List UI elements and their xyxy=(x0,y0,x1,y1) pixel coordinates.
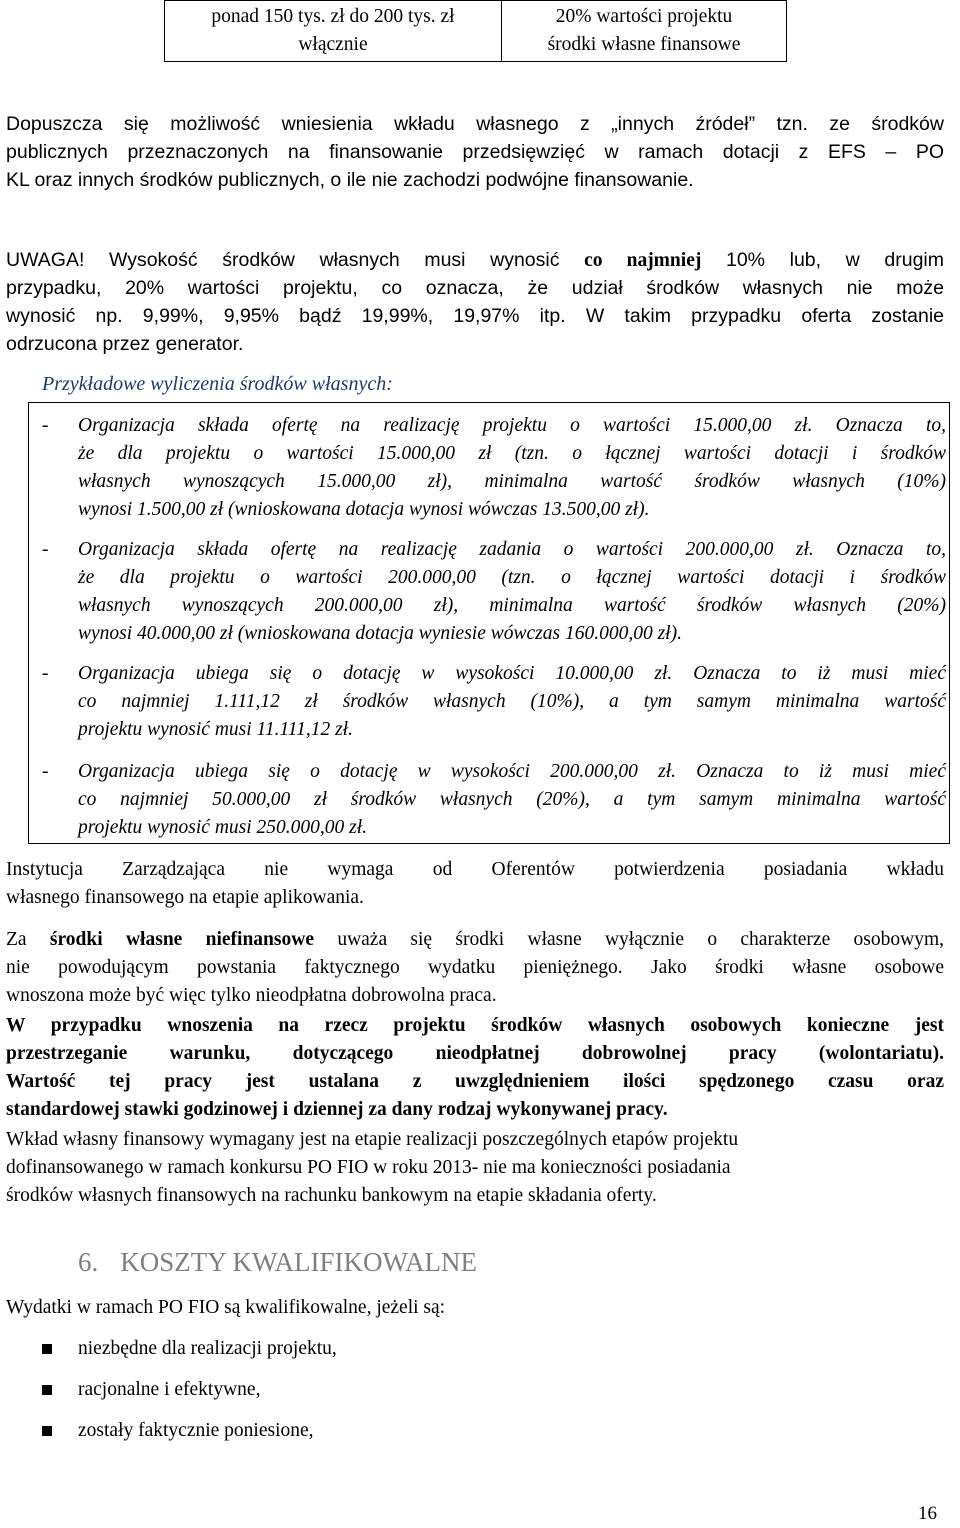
warning-line2: przypadku, 20% wartości projektu, co oznacza, że udział środków własnych nie może xyxy=(6,277,944,299)
example-line: wynosi 40.000,00 zł (wnioskowana dotacja wyniesie wówczas 160.000,00 zł). xyxy=(78,623,682,644)
volunteer-line1: W przypadku wnoszenia na rzecz projektu środków własnych osobowych konieczne jest xyxy=(6,1015,944,1036)
nief-text-a: Za xyxy=(6,929,27,950)
wklad-line2: dofinansowanego w ramach konkursu PO FIO w roku 2013- nie ma konieczności posiadania xyxy=(6,1157,731,1178)
page-number: 16 xyxy=(918,1503,937,1524)
warning-emphasis: co najmniej xyxy=(584,250,702,271)
example-line: projektu wynosić musi 250.000,00 zł. xyxy=(78,817,368,838)
example-body xyxy=(78,412,946,524)
section-title-text: KOSZTY KWALIFIKOWALNE xyxy=(120,1247,477,1277)
paragraph-non-financial xyxy=(6,926,944,1010)
eligibility-intro: Wydatki w ramach PO FIO są kwalifikowalne, jeżeli są: xyxy=(6,1297,446,1318)
cell-range-line2: włącznie xyxy=(298,34,368,55)
para1-line3: KL oraz innych środków publicznych, o ile nie zachodzi podwójne finansowanie. xyxy=(6,169,694,191)
nief-text-b: uważa się środki własne wyłącznie o charakterze osobowym, xyxy=(337,929,945,950)
example-line: co najmniej 1.111,12 zł środków własnych (10%), a tym samym minimalna wartość xyxy=(78,691,946,712)
warning-line4: odrzucona przez generator. xyxy=(6,333,244,355)
list-dash: - xyxy=(42,761,49,782)
table-cell-share xyxy=(502,1,787,62)
section-title xyxy=(78,1248,477,1276)
contribution-table xyxy=(164,0,787,62)
iz-line1: Instytucja Zarządzająca nie wymaga od Oferentów potwierdzenia posiadania wkładu xyxy=(6,859,944,880)
volunteer-line4: standardowej stawki godzinowej i dziennej za dany rodzaj wykonywanej pracy. xyxy=(6,1099,668,1120)
volunteer-line2: przestrzeganie warunku, dotyczącego nieodpłatnej dobrowolnej pracy (wolontariatu). xyxy=(6,1043,944,1064)
list-dash: - xyxy=(42,539,49,560)
section-heading xyxy=(78,1248,477,1276)
example-line: własnych wynoszących 200.000,00 zł), minimalna wartość środków własnych (20%) xyxy=(78,595,946,616)
example-body xyxy=(78,660,946,744)
eligibility-item: zostały faktycznie poniesione, xyxy=(78,1420,314,1441)
section-number: 6. xyxy=(78,1247,99,1277)
example-body xyxy=(78,536,946,648)
example-line: że dla projektu o wartości 200.000,00 (tzn. o łącznej wartości dotacji i środków xyxy=(78,567,946,588)
volunteer-line3: Wartość tej pracy jest ustalana z uwzględnieniem ilości spędzonego czasu oraz xyxy=(6,1071,944,1092)
example-line: własnych wynoszących 15.000,00 zł), minimalna wartość środków własnych (10%) xyxy=(78,471,946,492)
para1-line1: Dopuszcza się możliwość wniesienia wkładu własnego z „innych źródeł” tzn. ze środków xyxy=(6,113,944,135)
paragraph-own-contribution xyxy=(6,1126,944,1210)
nief-emphasis: środki własne niefinansowe xyxy=(49,929,314,950)
examples-heading: Przykładowe wyliczenia środków własnych: xyxy=(42,373,393,395)
paragraph-warning xyxy=(6,246,944,358)
wklad-line1: Wkład własny finansowy wymagany jest na etapie realizacji poszczególnych etapów projektu xyxy=(6,1129,739,1150)
warning-text-b: 10% lub, w drugim xyxy=(725,249,944,271)
cell-share-line2: środki własne finansowe xyxy=(547,34,741,55)
bullet-icon xyxy=(42,1426,52,1436)
para1-line2: publicznych przeznaczonych na finansowanie przedsięwzięć w ramach dotacji z EFS – PO xyxy=(6,141,944,163)
example-line: wynosi 1.500,00 zł (wnioskowana dotacja wynosi wówczas 13.500,00 zł). xyxy=(78,499,650,520)
iz-line2: własnego finansowego na etapie aplikowania. xyxy=(6,887,364,908)
nief-line3: wnoszona może być więc tylko nieodpłatna dobrowolna praca. xyxy=(6,985,497,1006)
paragraph-other-sources xyxy=(6,110,944,194)
paragraph-managing-authority xyxy=(6,856,944,912)
example-line: co najmniej 50.000,00 zł środków własnych (20%), a tym samym minimalna wartość xyxy=(78,789,946,810)
list-dash: - xyxy=(42,663,49,684)
list-dash: - xyxy=(42,415,49,436)
example-line: Organizacja składa ofertę na realizację projektu o wartości 15.000,00 zł. Oznacza to, xyxy=(78,415,946,436)
table-cell-range xyxy=(165,1,502,62)
warning-text-a: UWAGA! Wysokość środków własnych musi wynosić xyxy=(6,249,560,271)
eligibility-item: niezbędne dla realizacji projektu, xyxy=(78,1338,337,1359)
example-line: Organizacja ubiega się o dotację w wysokości 200.000,00 zł. Oznacza to iż musi mieć xyxy=(78,761,946,782)
warning-line3: wynosić np. 9,99%, 9,95% bądź 19,99%, 19,97% itp. W takim przypadku oferta zostanie xyxy=(6,305,944,327)
cell-share-line1: 20% wartości projektu xyxy=(555,6,733,27)
example-body xyxy=(78,758,946,842)
wklad-line3: środków własnych finansowych na rachunku bankowym na etapie składania oferty. xyxy=(6,1185,657,1206)
eligibility-item: racjonalne i efektywne, xyxy=(78,1379,261,1400)
example-line: że dla projektu o wartości 15.000,00 zł (tzn. o łącznej wartości dotacji i środków xyxy=(78,443,946,464)
example-line: Organizacja składa ofertę na realizację zadania o wartości 200.000,00 zł. Oznacza to, xyxy=(78,539,946,560)
cell-range-line1: ponad 150 tys. zł do 200 tys. zł xyxy=(211,6,455,27)
paragraph-volunteer-work xyxy=(6,1012,944,1124)
example-line: projektu wynosić musi 11.111,12 zł. xyxy=(78,719,353,740)
example-line: Organizacja ubiega się o dotację w wysokości 10.000,00 zł. Oznacza to iż musi mieć xyxy=(78,663,946,684)
nief-line2: nie powodującym powstania faktycznego wydatku pieniężnego. Jako środki własne osobowe xyxy=(6,957,944,978)
warning-line1 xyxy=(6,246,944,274)
bullet-icon xyxy=(42,1385,52,1395)
bullet-icon xyxy=(42,1344,52,1354)
nief-line1 xyxy=(6,926,944,954)
